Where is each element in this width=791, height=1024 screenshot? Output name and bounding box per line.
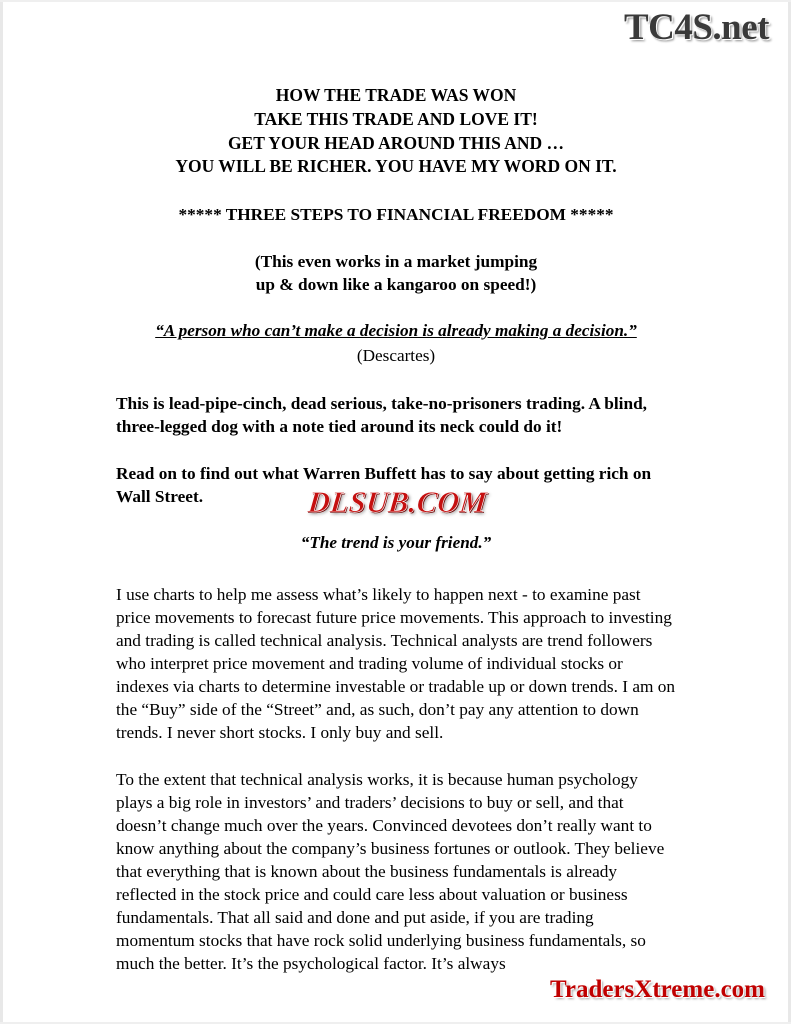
spacer xyxy=(116,555,676,583)
title-line-4: YOU WILL BE RICHER. YOU HAVE MY WORD ON IT. xyxy=(175,156,617,177)
title-line-2: TAKE THIS TRADE AND LOVE IT! xyxy=(254,108,538,129)
watermark-top-right: TC4S.net xyxy=(623,7,769,48)
spacer xyxy=(116,368,676,392)
parenthetical-line-1: (This even works in a market jumping xyxy=(254,252,538,272)
title-line-1: HOW THE TRADE WAS WON xyxy=(275,85,517,105)
spacer xyxy=(116,179,676,203)
watermark-bottom-right: TradersXtreme.com xyxy=(550,976,765,1003)
spacer xyxy=(116,438,676,462)
spacer xyxy=(116,744,676,768)
obscured-quote: “The trend is your friend.” xyxy=(300,532,492,552)
lead-paragraph: This is lead-pipe-cinch, dead serious, take-no-prisoners trading. A blind, three-legged dog with a note tied around its neck could do it! xyxy=(116,393,648,436)
descartes-attribution: (Descartes) xyxy=(356,346,436,366)
spacer xyxy=(116,226,676,250)
subtitle: ***** THREE STEPS TO FINANCIAL FREEDOM ***** xyxy=(178,205,614,225)
page-edge-left xyxy=(0,0,3,1024)
document-body xyxy=(116,84,676,975)
spacer xyxy=(116,296,676,320)
document-title xyxy=(116,84,676,179)
watermark-center: DLSUB.COM xyxy=(306,486,489,519)
paragraph-2: To the extent that technical analysis works, it is because human psychology plays a big role in investors’ and traders’ decisions to buy or sell, and that doesn’t change much over the years. Convinced devotees don’t really want to know anything about the company’s business fortunes or outlook. They believe that everything that is known about the business fundamentals is already reflected in the stock price and could care less about valuation or business fundamentals. That all said and done and put aside, if you are trading momentum stocks that have rock solid underlying business fundamentals, so much the better. It’s the psychological factor. It’s always xyxy=(116,769,665,973)
parenthetical-line-2: up & down like a kangaroo on speed!) xyxy=(255,275,537,295)
title-line-3: GET YOUR HEAD AROUND THIS AND … xyxy=(227,132,565,153)
paragraph-1: I use charts to help me assess what’s likely to happen next - to examine past price movements to forecast future price movements. This approach to investing and trading is called technical analysis. Technical analysts are trend followers who interpret price movement and trading volume of individual stocks or indexes via charts to determine investable or tradable up or down trends. I am on the “Buy” side of the “Street” and, as such, don’t pay any attention to down trends. I never short stocks. I only buy and sell. xyxy=(116,584,676,742)
page-edge-top xyxy=(0,0,791,2)
descartes-quote: “A person who can’t make a decision is already making a decision.” xyxy=(155,321,637,341)
read-on-paragraph: Read on to find out what Warren Buffett has to say about getting rich on Wall Street. xyxy=(116,463,652,506)
